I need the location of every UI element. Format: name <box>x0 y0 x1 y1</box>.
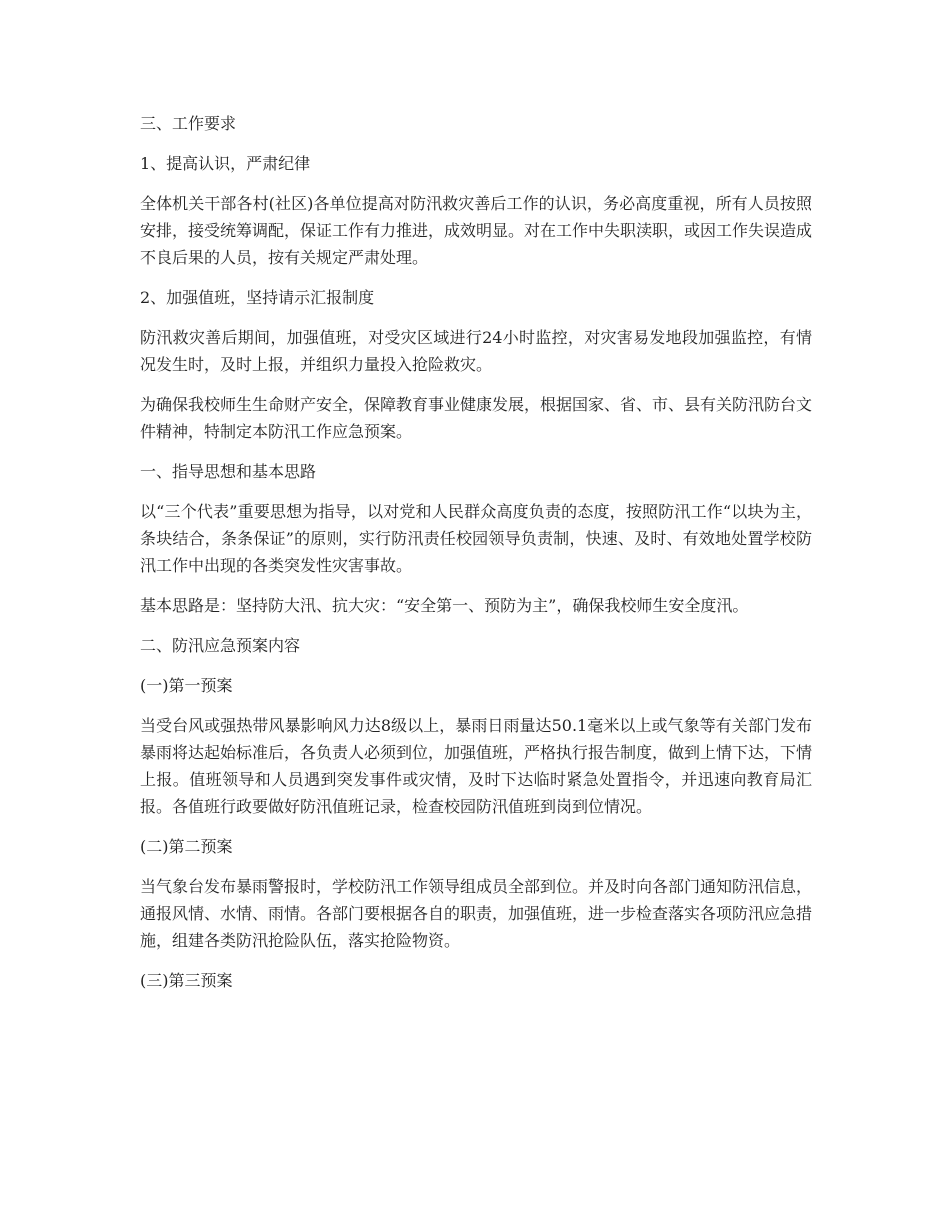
document-page <box>140 110 812 1007</box>
subsection-heading: 1、提高认识，严肃纪律 <box>140 154 311 173</box>
section-heading: 一、指导思想和基本思路 <box>140 462 317 481</box>
section-heading: 三、工作要求 <box>140 114 237 133</box>
paragraph: 当受台风或强热带风暴影响风力达8级以上，暴雨日雨量达50.1毫米以上或气象等有关部门发布暴雨将达起始标准后，各负责人必须到位，加强值班，严格执行报告制度，做到上情下达，下情上报。值班领导和人员遇到突发事件或灾情，及时下达临时紧急处置指令，并迅速向教育局汇报。各值班行政要做好防汛值班记录，检查校园防汛值班到岗到位情况。 <box>140 716 813 816</box>
paragraph: 为确保我校师生生命财产安全，保障教育事业健康发展，根据国家、省、市、县有关防汛防台文件精神，特制定本防汛工作应急预案。 <box>140 395 813 441</box>
paragraph: 以“三个代表”重要思想为指导，以对党和人民群众高度负责的态度，按照防汛工作“以块为主，条块结合，条条保证”的原则，实行防汛责任校园领导负责制，快速、及时、有效地处置学校防汛工作中出现的各类突发性灾害事故。 <box>140 502 812 575</box>
subsection-heading: (二)第二预案 <box>140 837 233 856</box>
subsection-heading: 2、加强值班，坚持请示汇报制度 <box>140 288 375 307</box>
section-heading: 二、防汛应急预案内容 <box>140 636 301 655</box>
paragraph: 当气象台发布暴雨警报时，学校防汛工作领导组成员全部到位。并及时向各部门通知防汛信息，通报风情、水情、雨情。各部门要根据各自的职责，加强值班，进一步检查落实各项防汛应急措施，组建各类防汛抢险队伍，落实抢险物资。 <box>140 877 813 950</box>
paragraph: 全体机关干部各村(社区)各单位提高对防汛救灾善后工作的认识，务必高度重视，所有人员按照安排，接受统筹调配，保证工作有力推进，成效明显。对在工作中失职渎职，或因工作失误造成不良后果的人员，按有关规定严肃处理。 <box>140 194 813 267</box>
paragraph: 防汛救灾善后期间，加强值班，对受灾区域进行24小时监控，对灾害易发地段加强监控，有情况发生时，及时上报，并组织力量投入抢险救灾。 <box>140 328 812 374</box>
subsection-heading: (三)第三预案 <box>140 971 233 990</box>
paragraph: 基本思路是：坚持防大汛、抗大灾：“安全第一、预防为主”，确保我校师生安全度汛。 <box>140 596 749 615</box>
subsection-heading: (一)第一预案 <box>140 676 233 695</box>
